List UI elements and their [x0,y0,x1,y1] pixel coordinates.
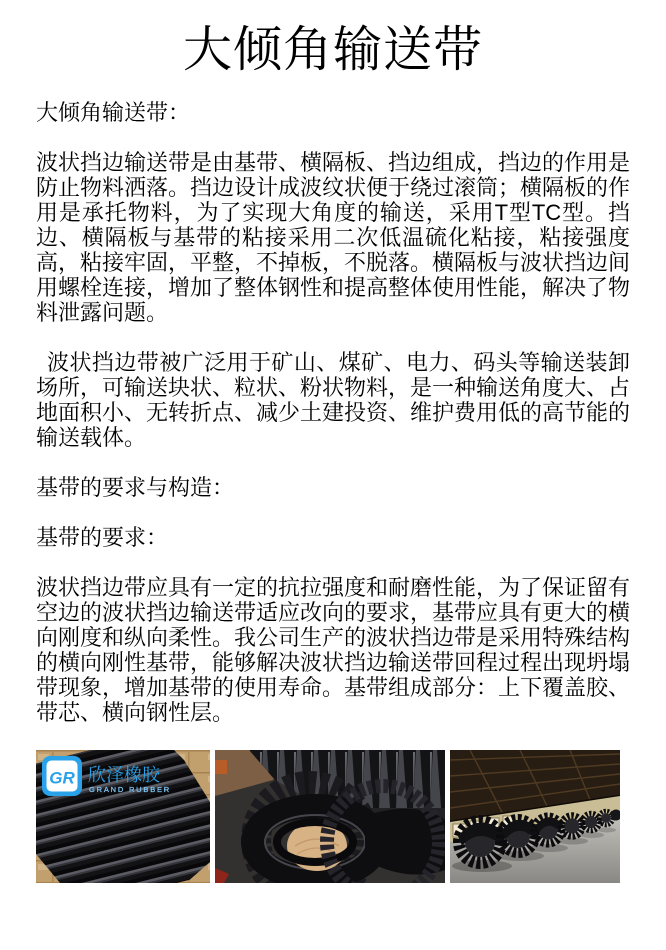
orange-object [215,760,227,774]
logo-monogram: GR [49,768,75,788]
logo-brand-cn: 欣泽橡胶 [88,765,160,785]
product-photo-warehouse [450,750,620,883]
heading-base-belt-requirements: 基带的要求： [36,525,169,550]
paragraph-applications: 波状挡边带被广泛用于矿山、煤矿、电力、码头等输送装卸场所，可输送块状、粒状、粉状物料，是一种输送角度大、占地面积小、无转折点、减少土建投资、维护费用低的高节能的输送载体。 [36,350,631,450]
intro-line: 大倾角输送带： [36,100,191,125]
heading-base-belt-structure: 基带的要求与构造： [36,475,235,500]
article-body [36,100,630,725]
paragraph-base-belt: 波状挡边带应具有一定的抗拉强度和耐磨性能，为了保证留有空边的波状挡边输送带适应改向的要求，基带应具有更大的横向刚度和纵向柔性。我公司生产的波状挡边带是采用特殊结构的横向刚性基带，能够解决波状挡边输送带回程过程出现坍塌带现象，增加基带的使用寿命。基带组成部分：上下覆盖胶、带芯、横向钢性层。 [36,575,631,725]
paragraph-composition: 波状挡边输送带是由基带、横隔板、挡边组成，挡边的作用是防止物料洒落。挡边设计成波纹状便于绕过滚筒；横隔板的作用是承托物料，为了实现大角度的输送，采用T型TC型。挡边、横隔板与基带的粘接采用二次低温硫化粘接，粘接强度高，粘接牢固，平整，不掉板，不脱落。横隔板与波状挡边间用螺栓连接，增加了整体钢性和提高整体使用性能，解决了物料泄露问题。 [36,150,631,325]
logo-brand-en: GRAND RUBBER [89,785,172,794]
gr-logo-icon [42,756,82,796]
page-title: 大倾角输送带 [182,23,483,77]
belt-band-right [365,809,445,875]
product-photo-sidewall-sheets [36,750,210,883]
product-image-gallery [36,750,666,883]
product-photo-belt-coil [215,750,445,883]
article-page [0,20,666,950]
